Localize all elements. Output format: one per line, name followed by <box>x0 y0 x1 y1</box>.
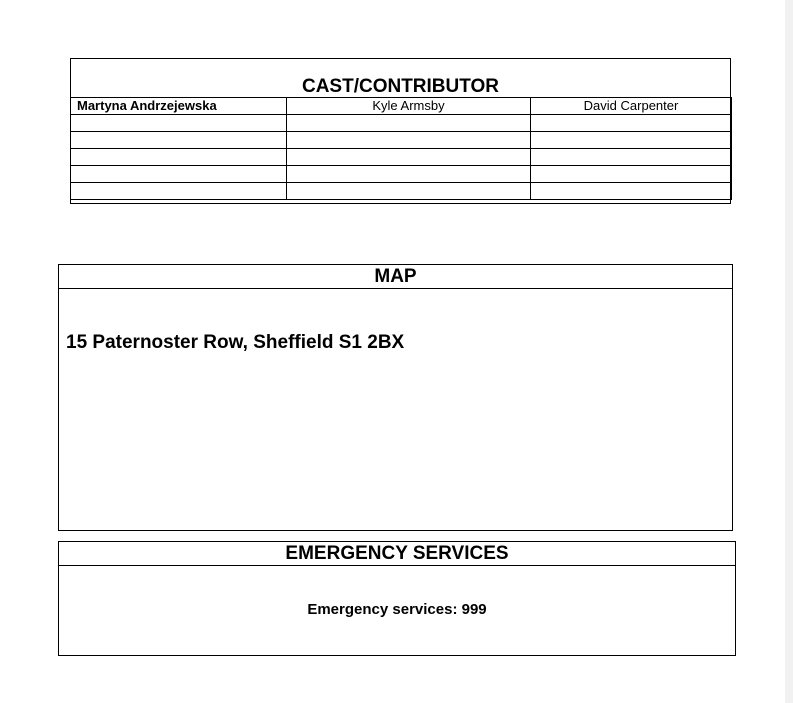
table-row <box>71 132 732 149</box>
empty-cell <box>531 132 732 149</box>
map-title: MAP <box>59 265 732 289</box>
empty-cell <box>287 183 531 200</box>
contributor-cell: Kyle Armsby <box>287 98 531 115</box>
empty-cell <box>71 149 287 166</box>
cast-table-title: CAST/CONTRIBUTOR <box>301 76 500 97</box>
table-row <box>71 183 732 200</box>
empty-cell <box>531 183 732 200</box>
empty-cell <box>71 132 287 149</box>
empty-cell <box>71 166 287 183</box>
table-row <box>71 115 732 132</box>
empty-cell <box>71 115 287 132</box>
empty-cell <box>71 183 287 200</box>
emergency-services-section <box>58 541 736 656</box>
scrollbar-track[interactable] <box>785 0 793 703</box>
table-row <box>71 98 732 115</box>
empty-cell <box>287 115 531 132</box>
cast-contributor-table <box>70 58 731 204</box>
contributor-cell: Martyna Andrzejewska <box>71 98 287 115</box>
empty-cell <box>531 166 732 183</box>
table-row <box>71 149 732 166</box>
empty-cell <box>287 166 531 183</box>
empty-cell <box>531 115 732 132</box>
map-section <box>58 264 733 531</box>
map-address: 15 Paternoster Row, Sheffield S1 2BX <box>66 332 405 353</box>
cast-grid <box>70 97 732 200</box>
table-row <box>71 166 732 183</box>
empty-cell <box>287 149 531 166</box>
empty-cell <box>531 149 732 166</box>
contributor-cell: David Carpenter <box>531 98 732 115</box>
emergency-services-title: EMERGENCY SERVICES <box>59 542 735 566</box>
empty-cell <box>287 132 531 149</box>
emergency-services-text: Emergency services: 999 <box>307 601 487 618</box>
